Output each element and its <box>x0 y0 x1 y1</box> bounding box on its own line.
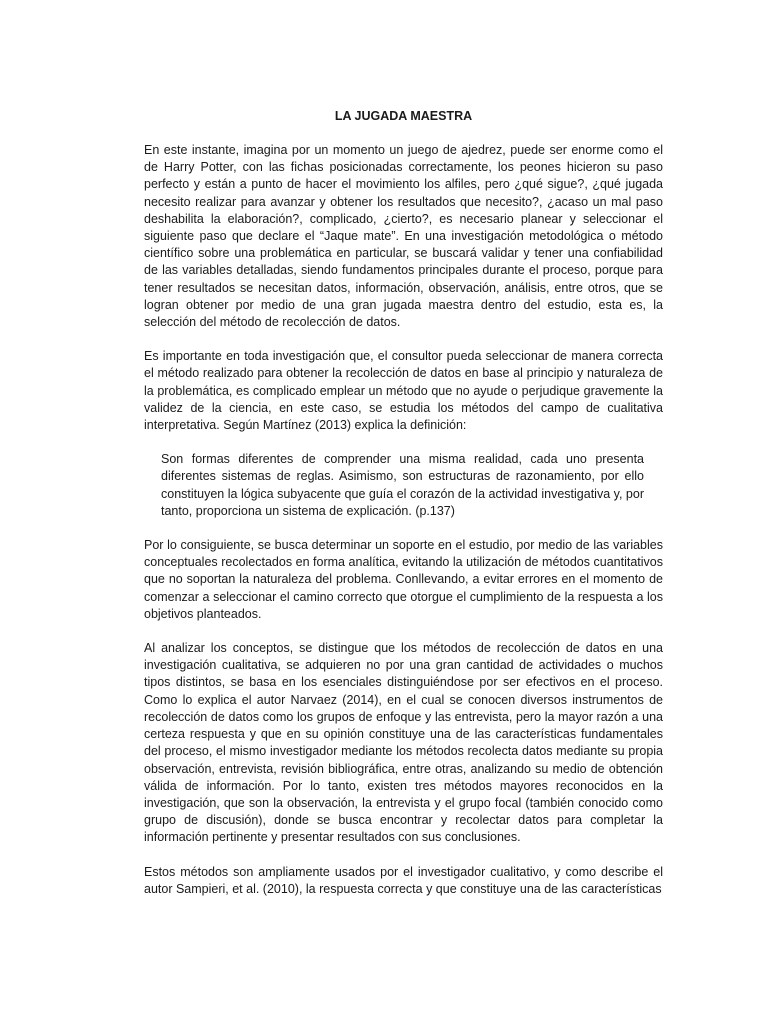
paragraph-importance: Es importante en toda investigación que, el consultor pueda seleccionar de manera correcta el método realizado para obtener la recolección de datos en base al principio y naturaleza de la problemática, es complicado emplear un método que no ayude o perjudique gravemente la validez de la ciencia, en este caso, se estudia los métodos del campo de cualitativa interpretativa. Según Martínez (2013) explica la definición: <box>144 349 663 433</box>
paragraph-analysis: Al analizar los conceptos, se distingue que los métodos de recolección de datos en una investigación cualitativa, se adquieren no por una gran cantidad de actividades o muchos tipos distintos, se basa en los esenciales distinguiéndose por ser efectivos en el proceso. Como lo explica el autor Narvaez (2014), en el cual se conocen diversos instrumentos de recolección de datos como los grupos de enfoque y las entrevista, pero la mayor razón a una certeza respuesta y que en su opinión constituye una de las características fundamentales del proceso, el mismo investigador mediante los métodos recolecta datos mediante su propia observación, entrevista, revisión bibliográfica, entre otras, analizando su medio de obtención válida de información. Por lo tanto, existen tres métodos mayores reconocidos en la investigación, que son la observación, la entrevista y el grupo focal (también conocido como grupo de discusión), donde se busca encontrar y recolectar datos para completar la información pertinente y presentar resultados con sus conclusiones. <box>144 641 663 845</box>
paragraph-support: Por lo consiguiente, se busca determinar un soporte en el estudio, por medio de las variables conceptuales recolectados en forma analítica, evitando la utilización de métodos cuantitativos que no soportan la naturaleza del problema. Conllevando, a evitar errores en el momento de comenzar a seleccionar el camino correcto que otorgue el cumplimiento de la respuesta a los objetivos planteados. <box>144 538 663 621</box>
paragraph-methods: Estos métodos son ampliamente usados por el investigador cualitativo, y como describe el autor Sampieri, et al. (2010), la respuesta correcta y que constituye una de las características <box>144 864 663 896</box>
document-page <box>144 108 663 915</box>
block-quote: Son formas diferentes de comprender una misma realidad, cada uno presenta diferentes sistemas de reglas. Asimismo, son estructuras de razonamiento, por ello constituyen la lógica subyacente que guía el corazón de la actividad investigativa y, por tanto, proporciona un sistema de explicación. (p.137) <box>161 452 644 518</box>
document-title: LA JUGADA MAESTRA <box>334 109 473 123</box>
paragraph-intro: En este instante, imagina por un momento un juego de ajedrez, puede ser enorme como el de Harry Potter, con las fichas posicionadas correctamente, los peones hicieron su paso perfecto y están a punto de hacer el movimiento los alfiles, pero ¿qué sigue?, ¿qué jugada necesito realizar para avanzar y obtener los resultados que necesito?, ¿acaso un mal paso deshabilita la elaboración?, complicado, ¿cierto?, es necesario planear y seleccionar el siguiente paso que declare el “Jaque mate”. En una investigación metodológica o método científico sobre una problemática en particular, se buscará validar y tener una confiabilidad de las variables detalladas, siendo fundamentos principales durante el proceso, porque para tener resultados se necesitan datos, información, observación, análisis, entre otros, que se logran obtener por medio de una gran jugada maestra dentro del estudio, esta es, la selección del método de recolección de datos. <box>144 143 663 330</box>
